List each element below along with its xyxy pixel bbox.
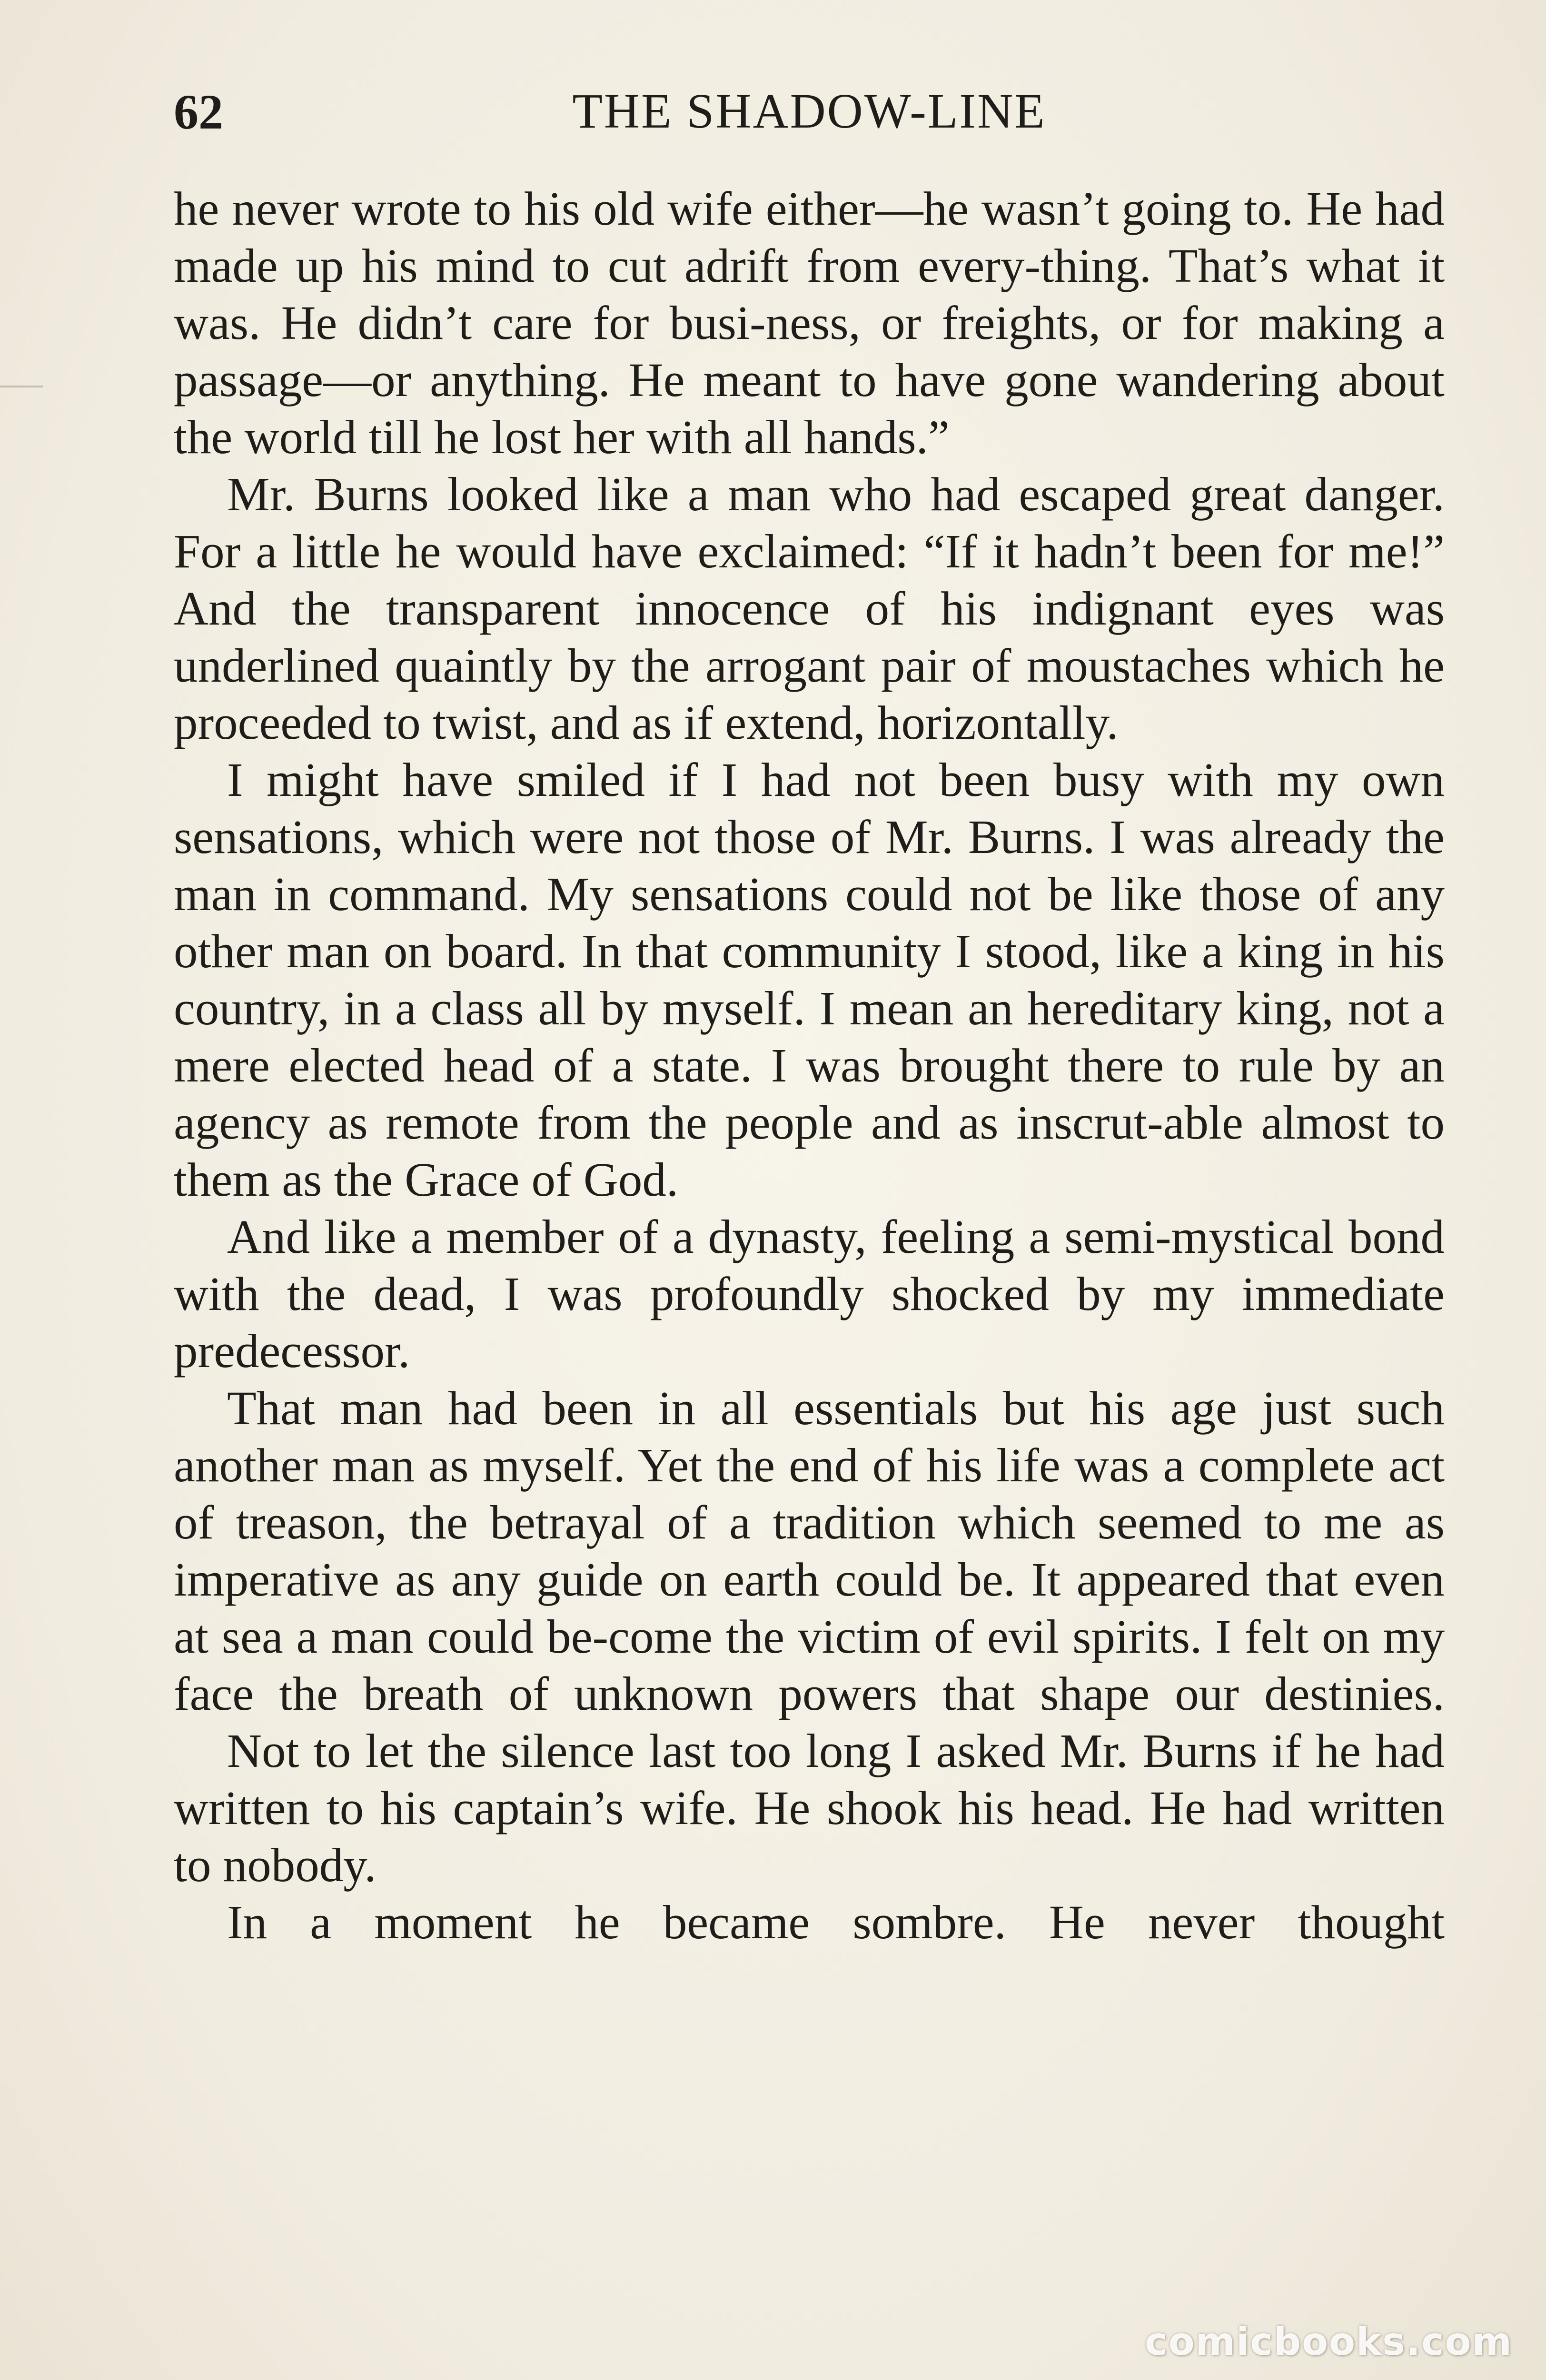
paragraph-5: That man had been in all essentials but his age just such another man as myself. Yet the end of his life was a complete act of treason, the betrayal of a tradition which seemed to me as imperative as any guide on earth could be. It appeared that even at sea a man could be-come the victim of evil spirits. I felt on my face the breath of unknown powers that shape our destinies. <box>174 1381 1445 1720</box>
page-header <box>174 81 1445 152</box>
page-number: 62 <box>174 85 223 139</box>
paragraph-6: Not to let the silence last too long I asked Mr. Burns if he had written to his captain’s wife. He shook his head. He had written to nobody. <box>174 1724 1445 1892</box>
running-head: THE SHADOW-LINE <box>572 84 1046 139</box>
paragraph-1: he never wrote to his old wife either—he wasn’t going to. He had made up his mind to cut adrift from every-thing. That’s what it was. He didn’t care for busi-ness, or freights, or for making a passage—or anything. He meant to have gone wandering about the world till he lost her with all hands.” <box>174 182 1445 464</box>
watermark-logo: comicbooks.com <box>1145 2320 1513 2364</box>
body-text <box>174 180 1445 1951</box>
scan-edge-mark <box>0 386 43 387</box>
paragraph-7: In a moment he became sombre. He never thought <box>227 1895 1445 1949</box>
paragraph-4: And like a member of a dynasty, feeling a semi-mystical bond with the dead, I was profoundly shocked by my immediate predecessor. <box>174 1210 1445 1378</box>
paragraph-3: I might have smiled if I had not been busy with my own sensations, which were not those of Mr. Burns. I was already the man in command. My sensations could not be like those of any other man on board. In that community I stood, like a king in his country, in a class all by myself. I mean an hereditary king, not a mere elected head of a state. I was brought there to rule by an agency as remote from the people and as inscrut-able almost to them as the Grace of God. <box>174 753 1445 1206</box>
paragraph-2: Mr. Burns looked like a man who had escaped great danger. For a little he would have exclaimed: “If it hadn’t been for me!” And the transparent innocence of his indignant eyes was underlined quaintly by the arrogant pair of moustaches which he proceeded to twist, and as if extend, horizontally. <box>174 467 1445 749</box>
